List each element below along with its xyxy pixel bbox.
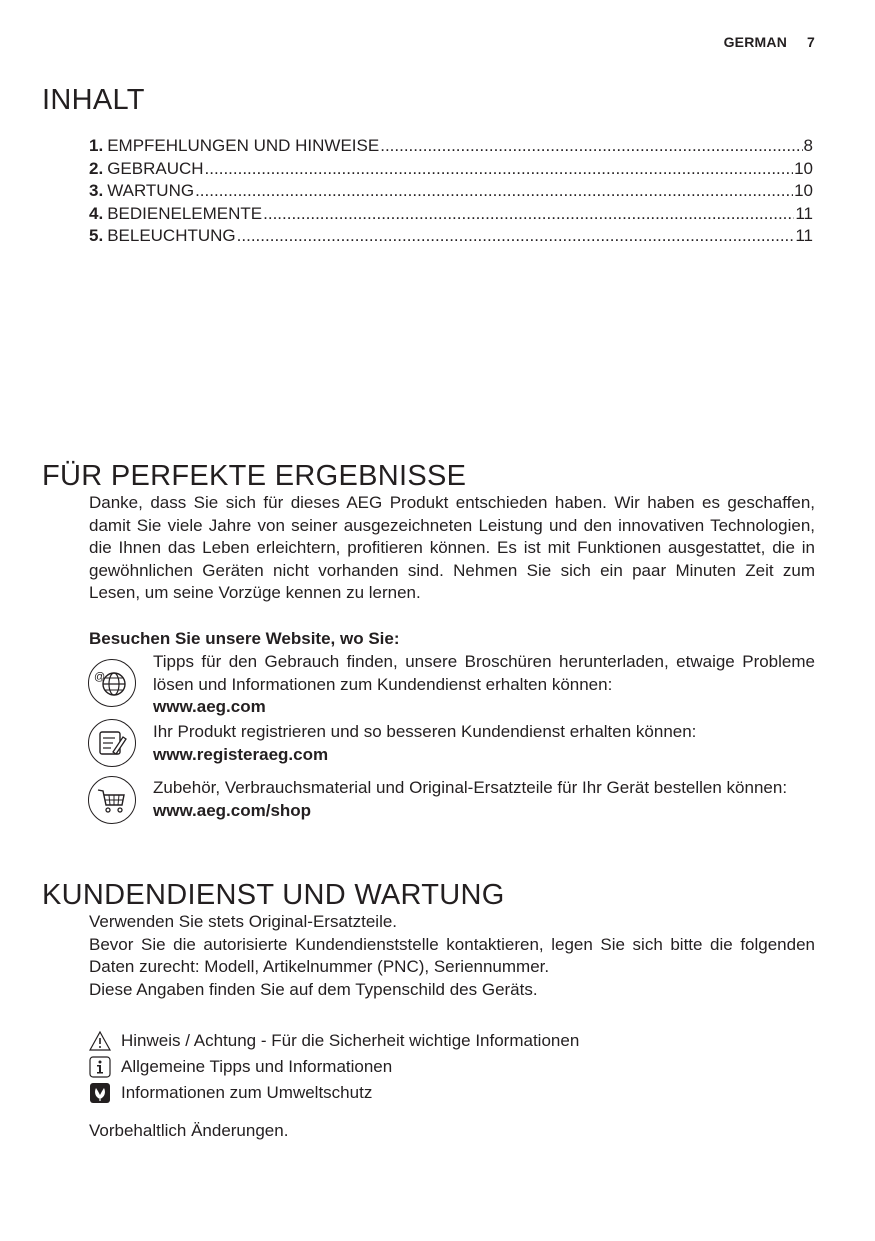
toc-leader-dots [263,204,794,224]
info-icon [89,1056,111,1078]
toc-entry-number: 5. [89,226,104,245]
globe-icon [88,659,136,707]
table-of-contents [89,136,813,249]
register-icon [88,719,136,767]
toc-leader-dots [205,159,794,179]
register-info-text: Ihr Produkt registrieren und so besseren Kundendienst erhalten können: [153,722,697,741]
service-line: Bevor Sie die autorisierte Kundendienststelle kontaktieren, legen Sie sich bitte die folgenden Daten zurecht: Modell, Artikelnummer (PNC), Seriennummer. [89,934,815,977]
toc-leader-dots [195,181,793,201]
shop-link[interactable]: www.aeg.com/shop [153,800,312,820]
legend-item [89,1030,579,1052]
toc-entry[interactable] [89,159,813,182]
toc-entry-label: EMPFEHLUNGEN UND HINWEISE [107,136,380,155]
service-line: Diese Angaben finden Sie auf dem Typenschild des Geräts. [89,979,538,999]
legend-item [89,1056,392,1078]
cart-icon [88,776,136,824]
visit-heading: Besuchen Sie unsere Website, wo Sie: [89,629,400,648]
page-header [724,34,815,50]
toc-entry-label: BEDIENELEMENTE [107,203,263,223]
contents-title: INHALT [42,84,145,116]
legend-text: Hinweis / Achtung - Für die Sicherheit wichtige Informationen [121,1031,580,1050]
toc-entry-number: 2. [89,158,104,178]
toc-entry-page: 8 [803,136,813,155]
toc-entry-page: 11 [795,226,813,245]
website-info-text: Tipps für den Gebrauch finden, unsere Broschüren herunterladen, etwaige Probleme lösen und Informationen zum Kundendienst erhalten können: [153,652,815,694]
toc-leader-dots [380,136,802,156]
legend-item [89,1082,372,1104]
service-line: Verwenden Sie stets Original-Ersatzteile. [89,912,398,931]
toc-entry-page: 11 [795,203,813,223]
page-number: 7 [807,34,815,50]
header-language: GERMAN [723,34,787,50]
service-text [89,911,815,1001]
legend-text: Informationen zum Umweltschutz [121,1083,373,1102]
footer-note: Vorbehaltlich Änderungen. [89,1121,289,1140]
website-link[interactable]: www.aeg.com [153,697,266,717]
toc-entry[interactable] [89,226,813,249]
warning-icon [89,1030,111,1052]
toc-entry-number: 3. [89,181,104,200]
shop-info-item [153,777,815,822]
website-info-item [153,651,815,719]
toc-entry[interactable] [89,136,813,159]
toc-entry-page: 10 [794,158,813,178]
toc-entry-page: 10 [794,181,813,200]
toc-leader-dots [237,226,795,246]
environment-icon [89,1082,111,1104]
results-title: FÜR PERFEKTE ERGEBNISSE [42,460,467,492]
toc-entry-label: GEBRAUCH [107,158,204,178]
register-info-item [153,721,815,766]
toc-entry-number: 4. [89,203,104,223]
toc-entry-number: 1. [89,136,104,155]
toc-entry-label: WARTUNG [107,181,195,200]
toc-entry[interactable] [89,204,813,227]
legend-text: Allgemeine Tipps und Informationen [121,1057,393,1076]
results-intro: Danke, dass Sie sich für dieses AEG Produkt entschieden haben. Wir haben es geschaffen, damit Sie viele Jahre von seiner ausgezeichneten Leistung und den innovativen Technologien, die Ihnen das Leben erleichtern, profitieren können. Es ist mit Funktionen ausgestattet, die in gewöhnlichen Geräten nicht vorhanden sind. Nehmen Sie sich ein paar Minuten Zeit zum Lesen, um seine Vorzüge kennen zu lernen. [89,493,815,603]
shop-info-text: Zubehör, Verbrauchsmaterial und Original-Ersatzteile für Ihr Gerät bestellen können: [153,778,788,797]
register-link[interactable]: www.registeraeg.com [153,744,329,764]
svg-text:@: @ [94,671,106,683]
toc-entry[interactable] [89,181,813,204]
toc-entry-label: BELEUCHTUNG [107,226,236,245]
service-title: KUNDENDIENST UND WARTUNG [42,879,505,911]
